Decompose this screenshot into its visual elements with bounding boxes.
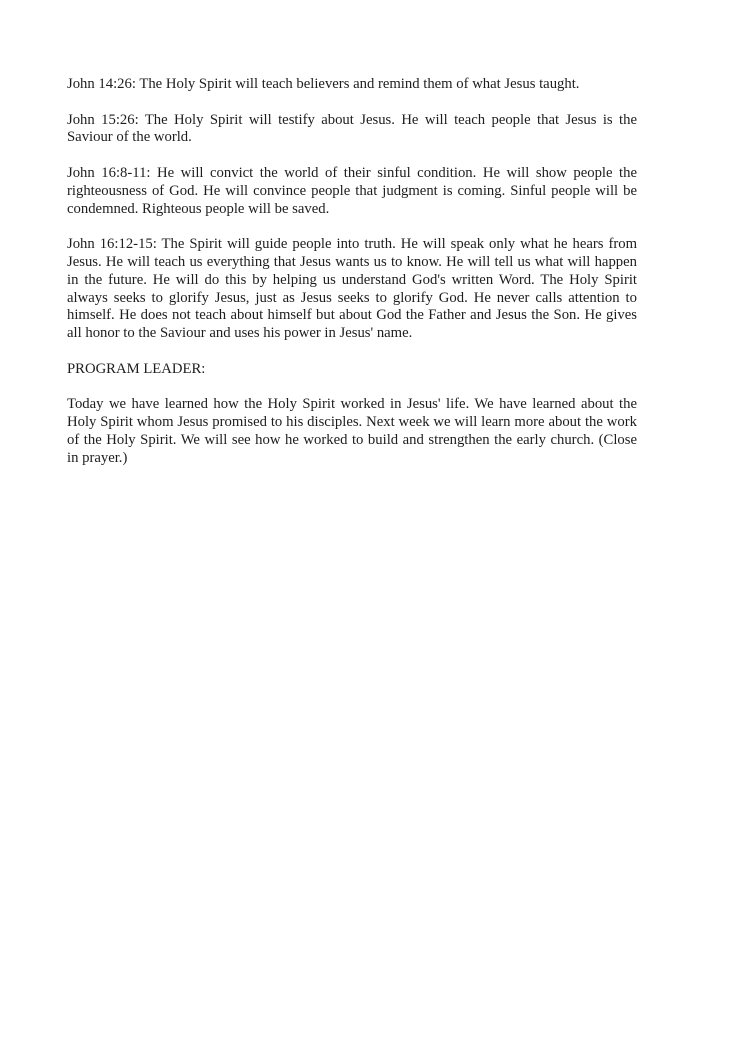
scripture-paragraph-john-16-8-11: John 16:8-11: He will convict the world of their sinful condition. He will show people the righteousness of God. He will convince people that judgment is coming. Sinful people will be condemned. Righteous people will be saved. (67, 164, 637, 217)
scripture-paragraph-john-15-26: John 15:26: The Holy Spirit will testify about Jesus. He will teach people that Jesus is the Saviour of the world. (67, 111, 637, 146)
closing-paragraph: Today we have learned how the Holy Spirit worked in Jesus' life. We have learned about the Holy Spirit whom Jesus promised to his disciples. Next week we will learn more about the work of the Holy Spirit. We will see how he worked to build and strengthen the early church. (Close in prayer.) (67, 396, 637, 466)
document-text-block (67, 76, 637, 485)
scripture-paragraph-john-14-26: John 14:26: The Holy Spirit will teach believers and remind them of what Jesus taught. (67, 76, 580, 92)
scripture-paragraph-john-16-12-15: John 16:12-15: The Spirit will guide people into truth. He will speak only what he hears from Jesus. He will teach us everything that Jesus wants us to know. He will tell us what will happen in the future. He will do this by helping us understand God's written Word. The Holy Spirit always seeks to glorify Jesus, just as Jesus seeks to glorify God. He never calls attention to himself. He does not teach about himself but about God the Father and Jesus the Son. He gives all honor to the Saviour and uses his power in Jesus' name. (67, 236, 637, 342)
program-leader-heading: PROGRAM LEADER: (67, 360, 206, 377)
